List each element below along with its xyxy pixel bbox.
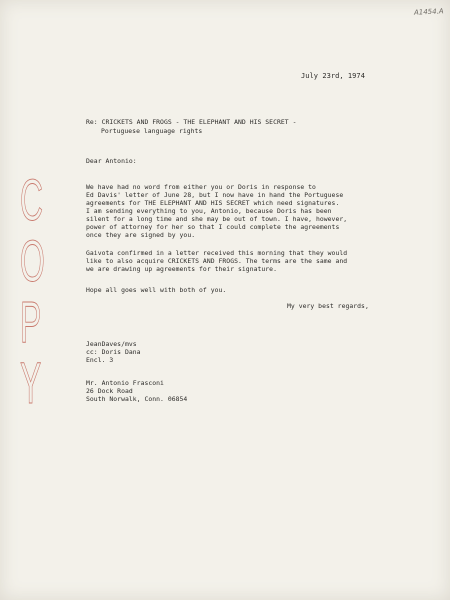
recipient-address: Mr. Antonio Frasconi 26 Dock Road South Norwalk, Conn. 06854 (86, 379, 188, 404)
body-paragraph-1: We have had no word from either you or Doris in response to Ed Davis' letter of June 28, but I now have in hand the Portuguese agreements for THE ELEPHANT AND HIS SECRET which need signatures. I am sending everything to you, Antonio, because Doris has been silent for a long time and she may be out of town. I have, however, power of attorney for her so that I could complete the agreements once they are signed by you. (86, 183, 348, 240)
body-paragraph-2: Gaivota confirmed in a letter received this morning that they would like to also acquire CRICKETS AND FROGS. The terms are the same and we are drawing up agreements for their signature. (86, 249, 348, 274)
reference-block: JeanDaves/mvs cc: Doris Dana Encl. 3 (86, 340, 141, 365)
body-paragraph-3: Hope all goes well with both of you. (86, 286, 227, 294)
subject-line: Re: CRICKETS AND FROGS - THE ELEPHANT AND HIS SECRET - (86, 118, 297, 126)
salutation: Dear Antonio: (86, 157, 137, 165)
archive-id: A1454.A (414, 7, 445, 17)
copy-stamp-letter: P (20, 290, 42, 355)
copy-stamp-letter: C (20, 168, 44, 233)
copy-stamp (20, 168, 45, 416)
copy-stamp-letter: Y (20, 351, 42, 416)
copy-stamp-letter: O (20, 229, 45, 294)
subject-subline: Portuguese language rights (101, 127, 203, 135)
letter-date: July 23rd, 1974 (301, 72, 365, 80)
closing: My very best regards, (287, 302, 369, 310)
